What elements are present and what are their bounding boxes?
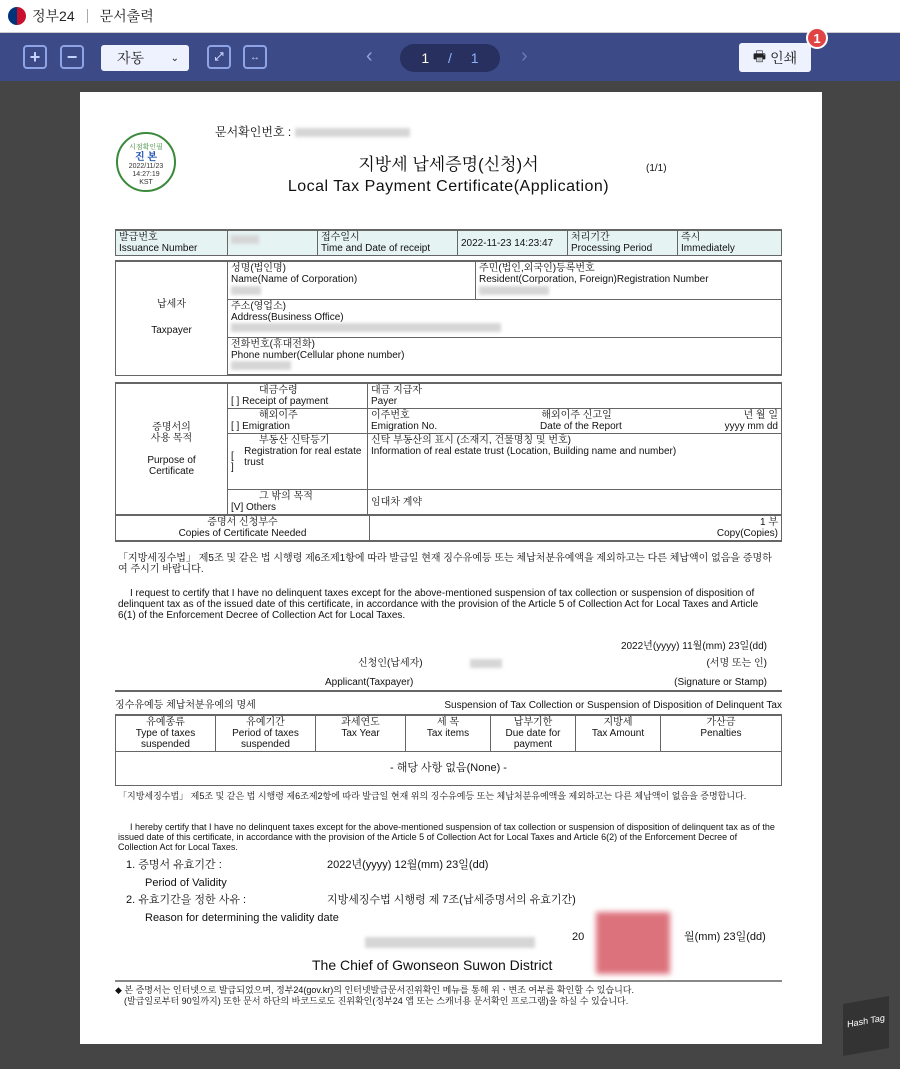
column-header-en: Penalties — [700, 728, 742, 739]
purpose-ko2: 사용 목적 — [150, 432, 193, 444]
applicant-ko: 신청인(납세자) — [358, 658, 423, 669]
zoom-out-button[interactable]: − — [60, 45, 84, 69]
purpose-table — [115, 382, 782, 516]
purpose-option-ko: 대금수령 — [259, 385, 298, 396]
column-header — [116, 715, 216, 752]
copies-value-ko: 1 부 — [760, 517, 778, 528]
stamp-tz: KST — [139, 179, 153, 186]
purpose-option-ko: 부동산 신탁등기 — [259, 435, 330, 446]
page-total: 1 — [470, 50, 479, 66]
copies-table — [115, 514, 782, 542]
page-sep: / — [448, 50, 452, 66]
column-header-en: Tax Year — [341, 728, 380, 739]
report-date-ko: 해외이주 신고일 — [541, 410, 612, 421]
chevron-down-icon: ⌄ — [170, 52, 179, 64]
app-name: 정부24 — [32, 8, 75, 24]
purpose-en1: Purpose of — [147, 454, 196, 466]
issue-en: Issuance Number — [119, 243, 198, 254]
validity-en: Period of Validity — [145, 877, 227, 889]
column-header — [491, 715, 576, 752]
fit-width-button[interactable]: ↔ — [243, 45, 267, 69]
column-header-ko: 세 목 — [436, 717, 460, 728]
request-date: 2022년(yyyy) 11월(mm) 23일(dd) — [620, 641, 767, 652]
receipt-value: 2022-11-23 14:23:47 — [458, 230, 568, 256]
column-header — [576, 715, 661, 752]
column-header-en: Type of taxes suspended — [135, 728, 196, 750]
taxpayer-ko: 납세자 — [157, 299, 186, 311]
viewer-toolbar — [0, 30, 900, 81]
zoom-mode-select[interactable] — [101, 45, 189, 71]
issue-date-prefix: 20 — [572, 931, 585, 943]
suspension-title-ko: 징수유예등 체납처분유예의 명세 — [115, 700, 256, 711]
request-text-en: I request to certify that I have no delinquent taxes except for the above-mentioned suspension of tax collection or suspension of disposition of delinquent tax as of the issued date of this certificate, in accordance with the provision of the Article 5 of Collection Act for Local Taxes and Article 6(1) of the Enforcement Decree of Collection Act for Local Taxes. — [118, 588, 759, 621]
column-header-en: Tax items — [426, 728, 470, 739]
confirm-number — [215, 127, 410, 138]
fit-page-button[interactable]: ⤢ — [207, 45, 231, 69]
name-ko: 성명(법인명) — [231, 263, 286, 274]
print-button[interactable] — [739, 43, 811, 72]
phone-en: Phone number(Cellular phone number) — [231, 349, 405, 361]
page-current[interactable]: 1 — [421, 50, 430, 66]
purpose-checkbox[interactable]: [ ] — [231, 421, 240, 432]
column-header — [316, 715, 406, 752]
stamp-time: 14:27:19 — [132, 171, 160, 178]
stamp-top: 시점확인필 — [129, 144, 163, 151]
zoom-mode-value: 자동 — [117, 50, 145, 66]
notice — [115, 980, 782, 1007]
next-page-button[interactable]: › — [521, 45, 528, 67]
chief-title: The Chief of Gwonseon Suwon District — [312, 957, 553, 973]
taxpayer-en: Taxpayer — [151, 325, 192, 337]
suspension-title — [115, 690, 782, 711]
purpose-checkbox[interactable]: [ ] — [231, 396, 240, 407]
emigration-no-en: Emigration No. — [371, 421, 438, 432]
reg-ko: 주민(법인,외국인)등록번호 — [479, 263, 595, 274]
doc-title-en: Local Tax Payment Certificate(Application) — [287, 178, 610, 195]
confirm-label: 문서확인번호 : — [215, 125, 292, 139]
purpose-option-en: Emigration — [242, 421, 290, 432]
payer-ko: 대금 지급자 — [371, 385, 423, 396]
window-title: 문서출력 — [99, 8, 154, 24]
address-ko: 주소(영업소) — [231, 300, 286, 312]
issue-date-suffix: 월(mm) 23일(dd) — [684, 931, 766, 943]
column-header-en: Period of taxes suspended — [232, 728, 299, 750]
column-header-ko: 지방세 — [603, 717, 633, 728]
purpose-checkbox[interactable]: [V] — [231, 502, 244, 513]
column-header-ko: 납부기한 — [513, 717, 553, 728]
request-text-ko: 「지방세징수법」 제5조 및 같은 법 시행령 제6조제1항에 따라 발급일 현재 징수유예등 또는 체납처분유예액을 제외하고는 다른 체납액이 없음을 증명하여 주시기 바랍니다. — [118, 553, 772, 575]
gov24-logo-icon — [8, 7, 26, 25]
page-no: (1/1) — [646, 163, 667, 174]
receipt-en: Time and Date of receipt — [321, 243, 431, 254]
ymd-ko: 년 월 일 — [743, 410, 778, 421]
emigration-no-ko: 이주번호 — [371, 410, 410, 421]
zoom-in-button[interactable]: + — [23, 45, 47, 69]
suspension-title-en: Suspension of Tax Collection or Suspension of Disposition of Delinquent Tax — [444, 700, 782, 711]
stamp-main: 진 본 — [134, 152, 158, 163]
address-en: Address(Business Office) — [231, 311, 344, 323]
column-header — [661, 715, 782, 752]
copies-value-en: Copy(Copies) — [716, 528, 778, 539]
step-badge: 1 — [806, 27, 828, 49]
sign-ko: (서명 또는 인) — [706, 658, 767, 669]
column-header-ko: 과세연도 — [341, 717, 380, 728]
report-date-en: Date of the Report — [540, 421, 622, 432]
other-purpose-value: 임대차 계약 — [368, 490, 782, 516]
validity-value: 2022년(yyyy) 12월(mm) 23일(dd) — [327, 859, 489, 871]
stamp-date: 2022/11/23 — [128, 163, 164, 170]
copies-ko: 증명서 신청부수 — [207, 517, 278, 528]
print-label: 인쇄 — [770, 49, 798, 66]
trust-info-en: Information of real estate trust (Location, Building name and number) — [371, 446, 677, 457]
period-value-en: Immediately — [681, 243, 735, 254]
taxpayer-table — [115, 260, 782, 376]
period-value-ko: 즉시 — [681, 232, 701, 243]
issue-ko: 발급번호 — [119, 232, 158, 243]
purpose-option-ko: 그 밖의 목적 — [259, 491, 313, 502]
ymd-en: yyyy mm dd — [724, 421, 778, 432]
header-table — [115, 229, 782, 256]
printer-icon: 🖶 — [752, 47, 767, 64]
purpose-option-en: Receipt of payment — [242, 396, 329, 407]
sign-en: (Signature or Stamp) — [674, 677, 767, 688]
purpose-checkbox[interactable]: [ ] — [231, 451, 234, 473]
period-en: Processing Period — [571, 243, 653, 254]
trust-info-ko: 신탁 부동산의 표시 (소재지, 건물명칭 및 번호) — [371, 435, 571, 446]
phone-ko: 전화번호(휴대전화) — [231, 338, 315, 350]
reg-en: Resident(Corporation, Foreign)Registration Number — [479, 274, 709, 285]
column-header-en: Tax Amount — [591, 728, 645, 739]
prev-page-button[interactable]: ‹ — [366, 45, 373, 67]
column-header-en: Due date for payment — [505, 728, 561, 750]
official-seal — [596, 912, 670, 974]
column-header — [406, 715, 491, 752]
divider — [87, 9, 88, 23]
purpose-option-en: Registration for real estate trust — [244, 446, 362, 468]
validity-ko: 1. 증명서 유효기간 : — [126, 859, 222, 871]
purpose-ko1: 증명서의 — [152, 421, 191, 433]
purpose-option-ko: 해외이주 — [259, 410, 298, 421]
suspension-table — [115, 714, 782, 786]
column-header-ko: 유예종류 — [146, 717, 185, 728]
no-records-text: - 해당 사항 없음(None) - — [116, 752, 782, 786]
purpose-en2: Certificate — [148, 465, 194, 477]
column-header-ko: 유예기간 — [246, 717, 285, 728]
certify-text-en: I hereby certify that I have no delinquent taxes except for the above-mentioned suspension of tax collection or suspension of disposition of delinquent tax as of the issued date of this certificate, in accordance with the provision of the Article 5 of Collection Act for Local Taxes and Article 6(2) of the Enforcement Decree of Collection Act for Local Taxes. — [118, 822, 775, 852]
doc-title-ko: 지방세 납세증명(신청)서 — [358, 155, 539, 174]
certify-text-ko: 「지방세징수법」 제5조 및 같은 법 시행령 제6조제2항에 따라 발급일 현재 위의 징수유예등 또는 체납처분유예액을 제외하고는 다른 체납액이 없음을 증명합니다. — [118, 791, 747, 801]
column-header-ko: 가산금 — [706, 717, 736, 728]
applicant-en: Applicant(Taxpayer) — [325, 677, 414, 688]
period-ko: 처리기간 — [571, 232, 610, 243]
reason-value: 지방세징수법 시행령 제 7조(납세증명서의 유효기간) — [327, 894, 576, 906]
name-en: Name(Name of Corporation) — [231, 274, 358, 285]
copies-en: Copies of Certificate Needed — [178, 528, 307, 539]
hashtag-watermark: Hash Tag — [843, 996, 889, 1056]
payer-en: Payer — [371, 396, 398, 407]
page-indicator — [400, 44, 500, 72]
receipt-ko: 접수일시 — [321, 232, 360, 243]
notice-line-2: (발급일로부터 90일까지) 또한 문서 하단의 바코드로도 진위확인(정부24 앱 또는 스캐너용 문서확인 프로그램)을 하실 수 있습니다. — [124, 996, 629, 1006]
reason-ko: 2. 유효기간을 정한 사유 : — [126, 894, 247, 906]
column-header — [216, 715, 316, 752]
title-bar — [0, 0, 900, 33]
reason-en: Reason for determining the validity date — [145, 912, 339, 924]
purpose-option-en: Others — [246, 502, 277, 513]
notice-line-1: ◆ 본 증명서는 인터넷으로 발급되었으며, 정부24(gov.kr)의 인터넷발급문서진위확인 메뉴를 통해 위ㆍ변조 여부를 확인할 수 있습니다. — [115, 985, 634, 995]
